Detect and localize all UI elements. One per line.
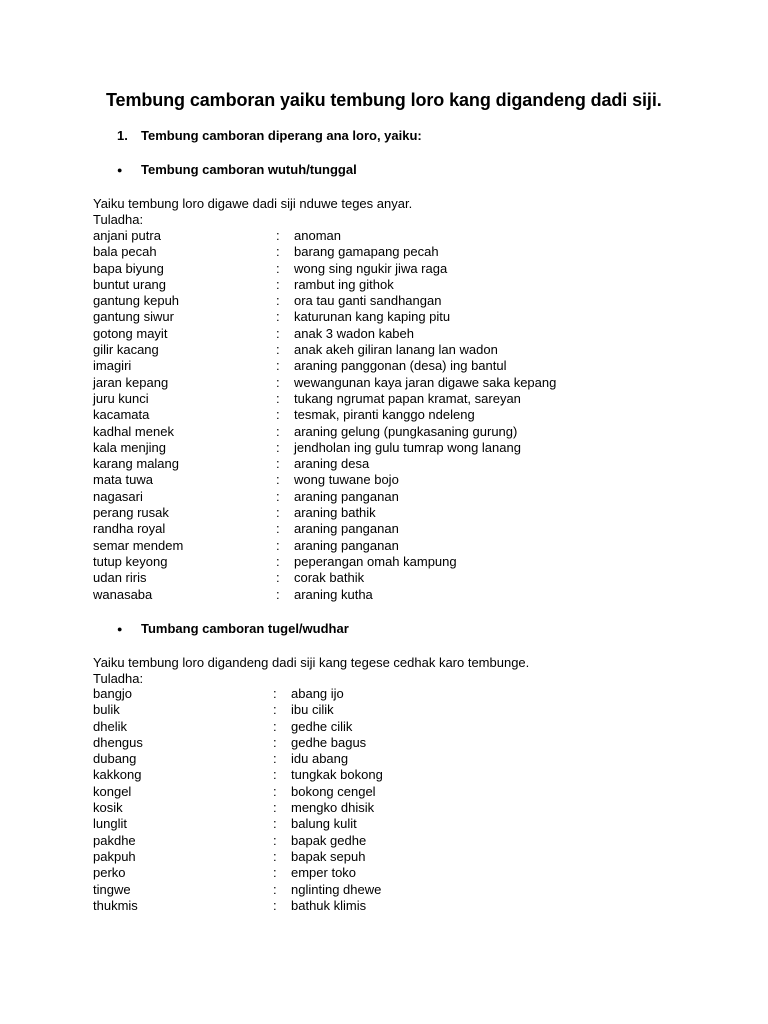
term-word: pakpuh	[93, 848, 136, 864]
separator: :	[276, 423, 280, 439]
separator: :	[273, 800, 277, 816]
term-word: karang malang	[93, 456, 179, 472]
bullet-icon: ●	[117, 624, 123, 634]
term-word: dhengus	[93, 734, 143, 750]
separator: :	[276, 342, 280, 358]
separator: :	[273, 686, 277, 701]
term-meaning: wong sing ngukir jiwa raga	[294, 260, 448, 276]
term-meaning: araning kutha	[294, 586, 373, 602]
separator: :	[276, 228, 280, 243]
term-meaning: ora tau ganti sandhangan	[294, 293, 442, 309]
term-word: udan riris	[93, 570, 147, 586]
term-meaning: gedhe cilik	[291, 718, 353, 734]
separator: :	[273, 897, 277, 913]
term-word: bapa biyung	[93, 260, 164, 276]
term-word: semar mendem	[93, 537, 184, 553]
term-word: dhelik	[93, 718, 127, 734]
term-word: kala menjing	[93, 439, 166, 455]
term-word: nagasari	[93, 488, 143, 504]
term-word: tingwe	[93, 881, 131, 897]
term-meaning: emper toko	[291, 865, 357, 881]
term-word: buntut urang	[93, 276, 167, 292]
term-word: wanasaba	[93, 586, 153, 602]
separator: :	[276, 586, 280, 602]
item-number: 1.	[117, 128, 128, 143]
section2-intro: Yaiku tembung loro digandeng dadi siji kang tegese cedhak karo tembunge.	[93, 655, 530, 670]
term-word: perang rusak	[93, 505, 169, 521]
separator: :	[276, 570, 280, 586]
term-word: lunglit	[93, 816, 127, 832]
term-meaning: araning panganan	[294, 488, 399, 504]
term-meaning: barang gamapang pecah	[294, 244, 439, 260]
term-word: imagiri	[93, 358, 132, 374]
term-meaning: araning desa	[294, 456, 370, 472]
term-meaning: tungkak bokong	[291, 767, 383, 783]
separator: :	[276, 244, 280, 260]
term-word: juru kunci	[93, 390, 149, 406]
separator: :	[273, 816, 277, 832]
separator: :	[276, 293, 280, 309]
separator: :	[273, 783, 277, 799]
separator: :	[276, 521, 280, 537]
section2-tuladha-label: Tuladha:	[93, 671, 144, 686]
term-meaning: peperangan omah kampung	[294, 553, 457, 569]
section1-tuladha-label: Tuladha:	[93, 212, 144, 227]
section2-heading	[117, 621, 349, 636]
term-word: bangjo	[93, 686, 133, 701]
term-meaning: araning bathik	[294, 505, 376, 521]
term-meaning: nglinting dhewe	[291, 881, 382, 897]
separator: :	[273, 767, 277, 783]
term-word: kosik	[93, 800, 123, 816]
term-meaning: araning panganan	[294, 537, 399, 553]
separator: :	[276, 472, 280, 488]
separator: :	[276, 276, 280, 292]
term-meaning: abang ijo	[291, 686, 344, 701]
separator: :	[276, 537, 280, 553]
separator: :	[276, 374, 280, 390]
separator: :	[276, 505, 280, 521]
term-word: mata tuwa	[93, 472, 153, 488]
separator: :	[273, 881, 277, 897]
term-word: pakdhe	[93, 832, 136, 848]
section1-heading	[117, 162, 357, 177]
term-meaning: balung kulit	[291, 816, 357, 832]
separator: :	[273, 718, 277, 734]
separator: :	[276, 488, 280, 504]
term-meaning: tesmak, piranti kanggo ndeleng	[294, 407, 475, 423]
term-word: gantung kepuh	[93, 293, 180, 309]
term-word: bulik	[93, 702, 120, 718]
separator: :	[273, 702, 277, 718]
term-word: gantung siwur	[93, 309, 174, 325]
term-word: kakkong	[93, 767, 142, 783]
term-meaning: jendholan ing gulu tumrap wong lanang	[294, 439, 521, 455]
term-meaning: bapak sepuh	[291, 848, 366, 864]
term-meaning: araning gelung (pungkasaning gurung)	[294, 423, 518, 439]
term-meaning: araning panggonan (desa) ing bantul	[294, 358, 507, 374]
term-meaning: mengko dhisik	[291, 800, 375, 816]
term-word: thukmis	[93, 897, 138, 913]
term-meaning: corak bathik	[294, 570, 365, 586]
term-meaning: anak akeh giliran lanang lan wadon	[294, 342, 498, 358]
term-meaning: anoman	[294, 228, 341, 243]
section1-heading-text: Tembung camboran wutuh/tunggal	[141, 162, 357, 177]
term-word: tutup keyong	[93, 553, 168, 569]
term-word: dubang	[93, 751, 137, 767]
term-word: jaran kepang	[93, 374, 169, 390]
separator: :	[273, 751, 277, 767]
separator: :	[276, 390, 280, 406]
separator: :	[276, 260, 280, 276]
term-word: randha royal	[93, 521, 166, 537]
separator: :	[276, 456, 280, 472]
bullet-icon: ●	[117, 165, 123, 175]
term-meaning: wong tuwane bojo	[294, 472, 399, 488]
section2-heading-text: Tumbang camboran tugel/wudhar	[141, 621, 349, 636]
separator: :	[276, 553, 280, 569]
separator: :	[273, 848, 277, 864]
separator: :	[273, 734, 277, 750]
section1-intro: Yaiku tembung loro digawe dadi siji nduwe teges anyar.	[93, 196, 413, 211]
term-meaning: wewangunan kaya jaran digawe saka kepang	[294, 374, 557, 390]
term-word: gilir kacang	[93, 342, 159, 358]
term-meaning: bathuk klimis	[291, 897, 367, 913]
term-meaning: rambut ing githok	[294, 276, 394, 292]
term-word: kacamata	[93, 407, 150, 423]
separator: :	[276, 407, 280, 423]
term-word: bala pecah	[93, 244, 157, 260]
separator: :	[276, 325, 280, 341]
term-word: anjani putra	[93, 228, 161, 243]
term-meaning: tukang ngrumat papan kramat, sareyan	[294, 390, 521, 406]
term-meaning: bokong cengel	[291, 783, 376, 799]
term-word: gotong mayit	[93, 325, 168, 341]
term-word: perko	[93, 865, 126, 881]
term-meaning: bapak gedhe	[291, 832, 367, 848]
term-meaning: gedhe bagus	[291, 734, 367, 750]
term-meaning: ibu cilik	[291, 702, 334, 718]
separator: :	[276, 358, 280, 374]
item-text: Tembung camboran diperang ana loro, yaiku:	[141, 128, 422, 143]
separator: :	[276, 439, 280, 455]
numbered-item	[117, 128, 422, 143]
term-meaning: anak 3 wadon kabeh	[294, 325, 414, 341]
separator: :	[273, 865, 277, 881]
separator: :	[273, 832, 277, 848]
term-meaning: katurunan kang kaping pitu	[294, 309, 451, 325]
separator: :	[276, 309, 280, 325]
term-meaning: araning panganan	[294, 521, 399, 537]
term-word: kadhal menek	[93, 423, 174, 439]
term-word: kongel	[93, 783, 132, 799]
term-meaning: idu abang	[291, 751, 349, 767]
page-title: Tembung camboran yaiku tembung loro kang digandeng dadi siji.	[106, 90, 662, 110]
